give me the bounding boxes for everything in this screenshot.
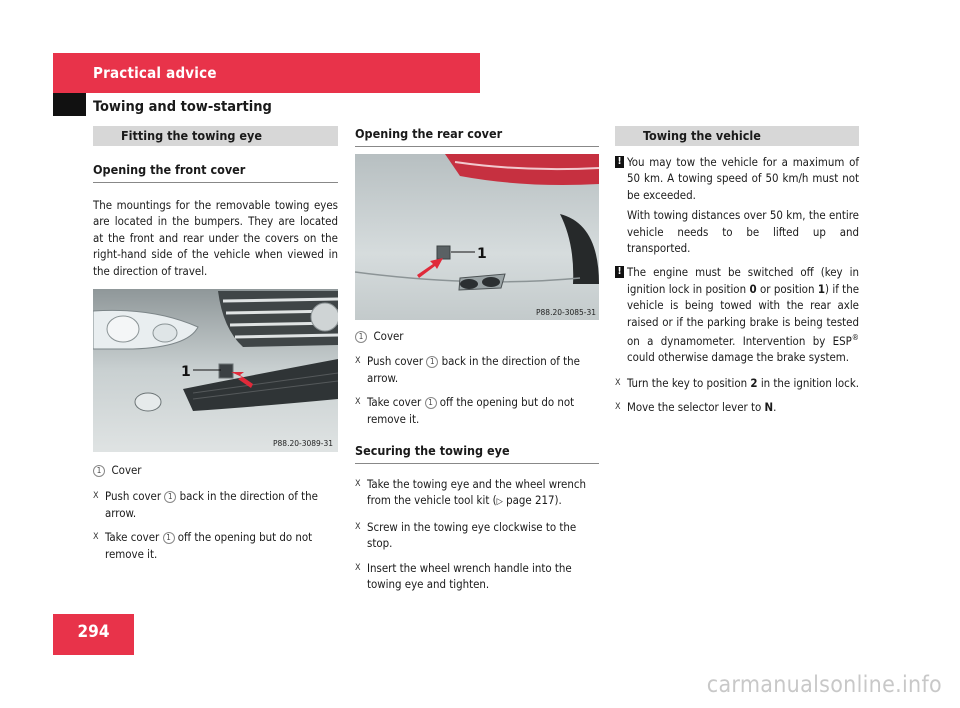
warning-text: With towing distances over 50 km, the entire vehicle needs to be lifted up and transported.	[627, 208, 859, 256]
towing-vehicle-heading: Towing the vehicle	[615, 126, 859, 146]
step-text: Push cover	[105, 489, 162, 504]
page-subtitle: Towing and tow-starting	[93, 99, 272, 115]
step-text: Turn the key to position	[627, 375, 748, 390]
arrow-bullet-icon: X	[615, 402, 621, 413]
step-text: Insert the wheel wrench handle into the towing eye and tighten.	[367, 560, 572, 592]
step-number-badge: 1	[164, 491, 176, 503]
front-legend	[93, 462, 338, 478]
selector-position: N	[764, 400, 774, 415]
rear-cover-subheading: Opening the rear cover	[355, 126, 599, 147]
arrow-bullet-icon: X	[93, 491, 99, 502]
secure-step-1	[355, 476, 599, 511]
arrow-bullet-icon: X	[615, 377, 621, 388]
warning-exclamation-icon: !	[615, 266, 624, 278]
warning-text: or position	[760, 281, 815, 296]
warning-1-continued	[615, 207, 859, 256]
warning-text: You may tow the vehicle for a maximum of 50 km. A towing speed of 50 km/h must not be exceeded.	[627, 155, 859, 202]
rear-image-code: P88.20-3085-31	[536, 308, 597, 317]
arrow-bullet-icon: X	[355, 356, 361, 367]
step-text: off the opening but do not remove it.	[105, 530, 313, 561]
step-text: Take cover	[105, 530, 160, 545]
rear-bumper-photo	[355, 154, 599, 320]
warning-text: The engine must be switched off (key in ignition lock in position	[627, 265, 859, 296]
towing-step-2	[615, 399, 859, 415]
rear-step-1	[355, 353, 599, 386]
warning-2	[615, 264, 859, 365]
front-bumper-illustration	[93, 289, 338, 452]
legend-text: Cover	[373, 329, 404, 343]
secure-step-3	[355, 560, 599, 593]
step-text: Take the towing eye and the wheel wrench from the vehicle tool kit (	[367, 477, 586, 508]
step-text: off the opening but do not remove it.	[367, 395, 575, 426]
header-tab-marker	[53, 93, 86, 116]
warning-text: could otherwise damage the brake system.	[627, 350, 850, 365]
key-position: 2	[750, 375, 758, 390]
step-text: Push cover	[367, 354, 424, 369]
fitting-towing-eye-heading: Fitting the towing eye	[93, 126, 338, 146]
key-position: 0	[749, 281, 757, 296]
step-text: .	[773, 400, 777, 415]
front-cover-subheading: Opening the front cover	[93, 162, 338, 183]
legend-number-badge: 1	[355, 331, 367, 343]
front-callout-number: 1	[181, 364, 191, 381]
rear-legend	[355, 328, 599, 344]
front-step-2	[93, 529, 338, 562]
watermark-text: carmanualsonline.info	[706, 672, 942, 698]
arrow-bullet-icon: X	[93, 532, 99, 543]
arrow-bullet-icon: X	[355, 479, 361, 490]
rear-callout-number: 1	[477, 246, 487, 262]
column-3	[615, 126, 859, 415]
securing-eye-subheading: Securing the towing eye	[355, 443, 599, 464]
warning-exclamation-icon: !	[615, 156, 624, 168]
step-text: in the ignition lock.	[760, 375, 860, 390]
warning-text: ) if the vehicle is being towed with the rear axle raised or if the parking brake is being tested on a dynamometer. Intervention by ESP	[627, 281, 860, 348]
towing-step-1	[615, 375, 859, 391]
section-title: Practical advice	[93, 64, 217, 82]
page-ref-icon: ▷	[496, 497, 503, 508]
step-number-badge: 1	[426, 356, 438, 368]
column-1	[93, 126, 338, 562]
column-2	[355, 126, 599, 592]
page-reference: page 217	[506, 493, 555, 508]
warning-1	[615, 154, 859, 203]
front-step-1	[93, 488, 338, 521]
legend-text: Cover	[111, 463, 142, 478]
page-number: 294	[77, 622, 110, 642]
step-text: Take cover	[367, 395, 422, 410]
secure-step-2	[355, 519, 599, 552]
step-text: Move the selector lever to	[627, 400, 762, 415]
front-image-code: P88.20-3089-31	[273, 439, 334, 449]
step-number-badge: 1	[163, 532, 175, 544]
rear-step-2	[355, 394, 599, 427]
arrow-bullet-icon: X	[355, 562, 361, 573]
step-text: ).	[554, 493, 562, 508]
step-number-badge: 1	[425, 397, 437, 409]
key-position: 1	[817, 281, 825, 296]
step-text: back in the direction of the arrow.	[105, 489, 318, 520]
arrow-bullet-icon: X	[355, 521, 361, 532]
step-text: back in the direction of the arrow.	[367, 354, 580, 385]
legend-number-badge: 1	[93, 465, 105, 477]
step-text: Screw in the towing eye clockwise to the stop.	[367, 519, 577, 551]
intro-paragraph: The mountings for the removable towing eyes are located in the bumpers. They are located at the front and rear under the covers on the right-hand side of the vehicle when viewed in the direction of travel.	[93, 198, 338, 278]
rear-bumper-illustration	[355, 154, 599, 320]
front-bumper-photo	[93, 289, 338, 452]
arrow-bullet-icon: X	[355, 397, 361, 408]
registered-mark: ®	[851, 333, 859, 343]
